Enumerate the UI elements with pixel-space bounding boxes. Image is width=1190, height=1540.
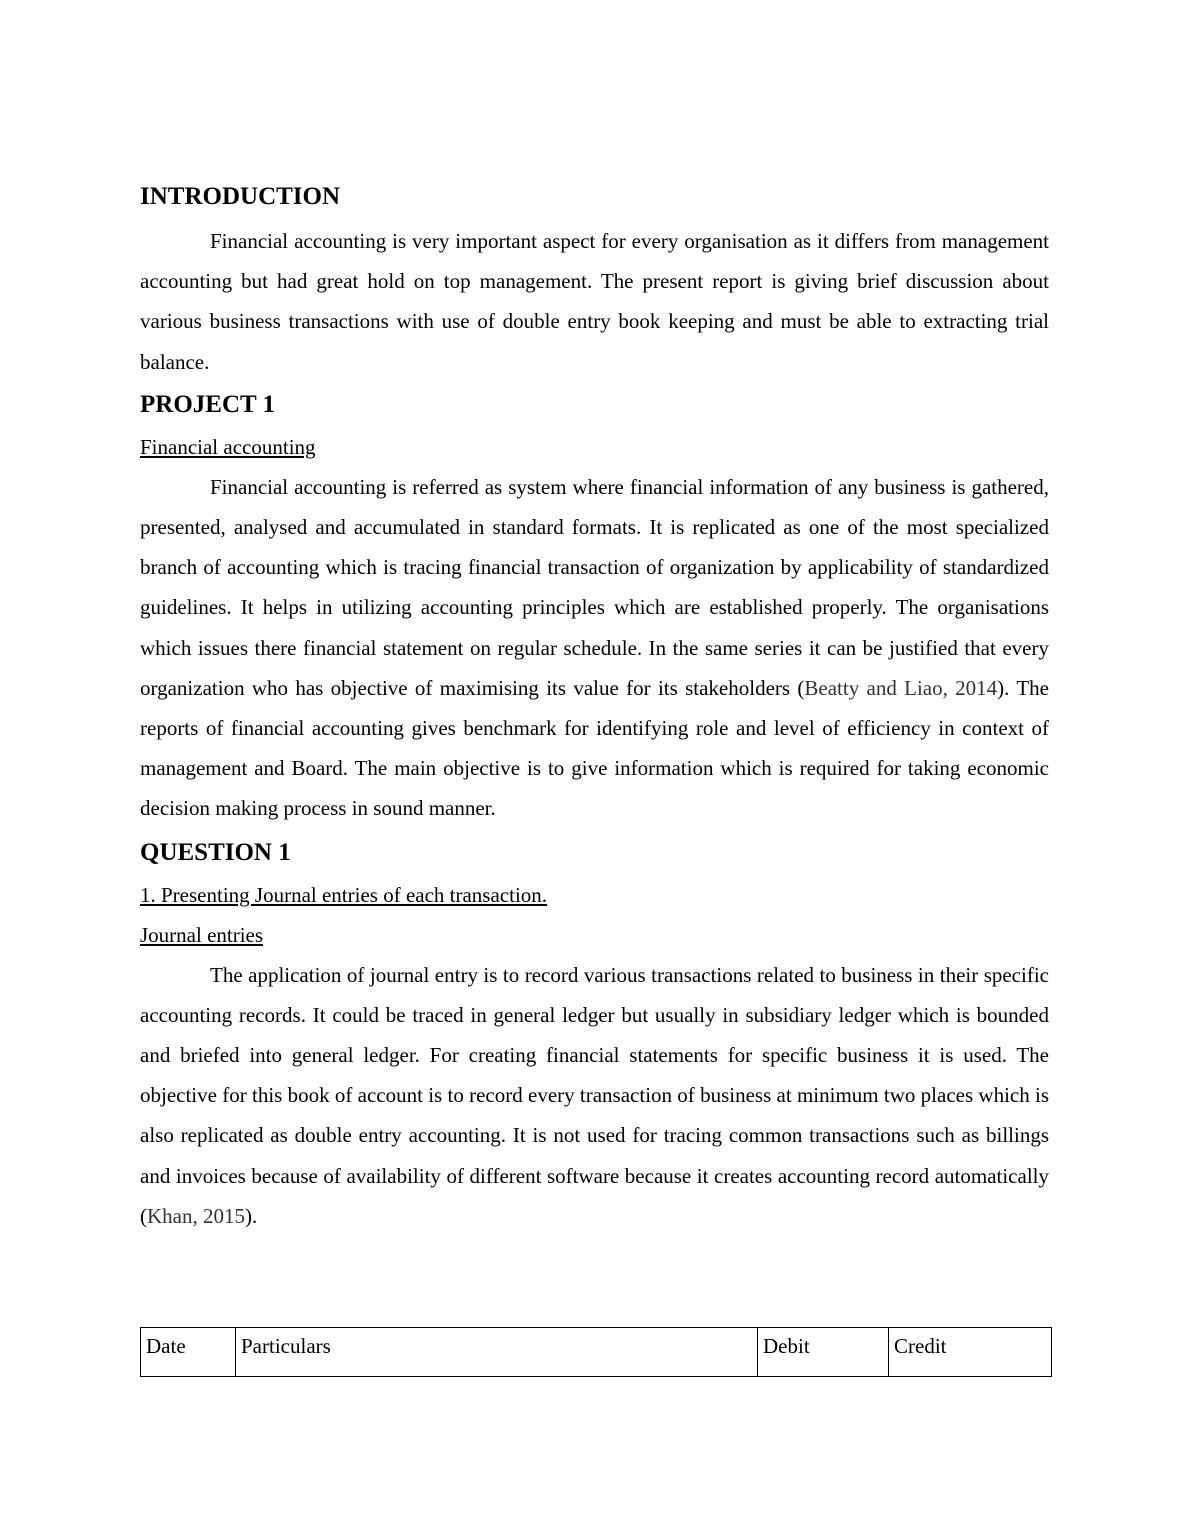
header-particulars: Particulars	[236, 1328, 758, 1377]
header-credit: Credit	[889, 1328, 1052, 1377]
paragraph-text: The application of journal entry is to record various transactions related to business in their specific accounting records. It could be traced in general ledger but usually in subsidiary ledger which is bounded and briefed into general ledger. For creating financial statements for specific business it is used. The objective for this book of account is to record every transaction of business at minimum two places which is also replicated as double entry accounting. It is not used for tracing common transactions such as billings and invoices because of availability of different software because it creates accounting record automatically (	[140, 962, 1049, 1228]
document-page	[140, 180, 1049, 1236]
introduction-paragraph: Financial accounting is very important aspect for every organisation as it differs from management accounting but had great hold on top management. The present report is giving brief discussion about various business transactions with use of double entry book keeping and must be able to extracting trial balance.	[140, 229, 1049, 374]
paragraph-text: ).	[245, 1203, 258, 1228]
paragraph-text: ). The reports of financial accounting gives benchmark for identifying role and level of efficiency in context of management and Board. The main objective is to give information which is required for taking economic decision making process in sound manner.	[140, 675, 1049, 821]
journal-entries-subheading: Journal entries	[140, 922, 264, 947]
journal-entries-paragraph	[140, 955, 1049, 1236]
question-1-heading: QUESTION 1	[140, 838, 291, 866]
journal-table-header-row	[141, 1328, 1052, 1377]
paragraph-text: Financial accounting is referred as system where financial information of any business is gathered, presented, analysed and accumulated in standard formats. It is replicated as one of the most specialized branch of accounting which is tracing financial transaction of organization by applicability of standardized guidelines. It helps in utilizing accounting principles which are established properly. The organisations which issues there financial statement on regular schedule. In the same series it can be justified that every organization who has objective of maximising its value for its stakeholders (	[140, 474, 1049, 700]
financial-accounting-paragraph	[140, 467, 1049, 829]
project-1-heading: PROJECT 1	[140, 390, 275, 418]
financial-accounting-subheading: Financial accounting	[140, 434, 316, 459]
citation-beatty-liao: Beatty and Liao, 2014	[804, 675, 998, 700]
journal-entries-task-subheading: 1. Presenting Journal entries of each transaction.	[140, 882, 548, 907]
citation-khan: Khan, 2015	[147, 1203, 245, 1228]
journal-table	[140, 1327, 1052, 1377]
header-date: Date	[141, 1328, 236, 1377]
header-debit: Debit	[758, 1328, 889, 1377]
introduction-heading: INTRODUCTION	[140, 183, 341, 210]
